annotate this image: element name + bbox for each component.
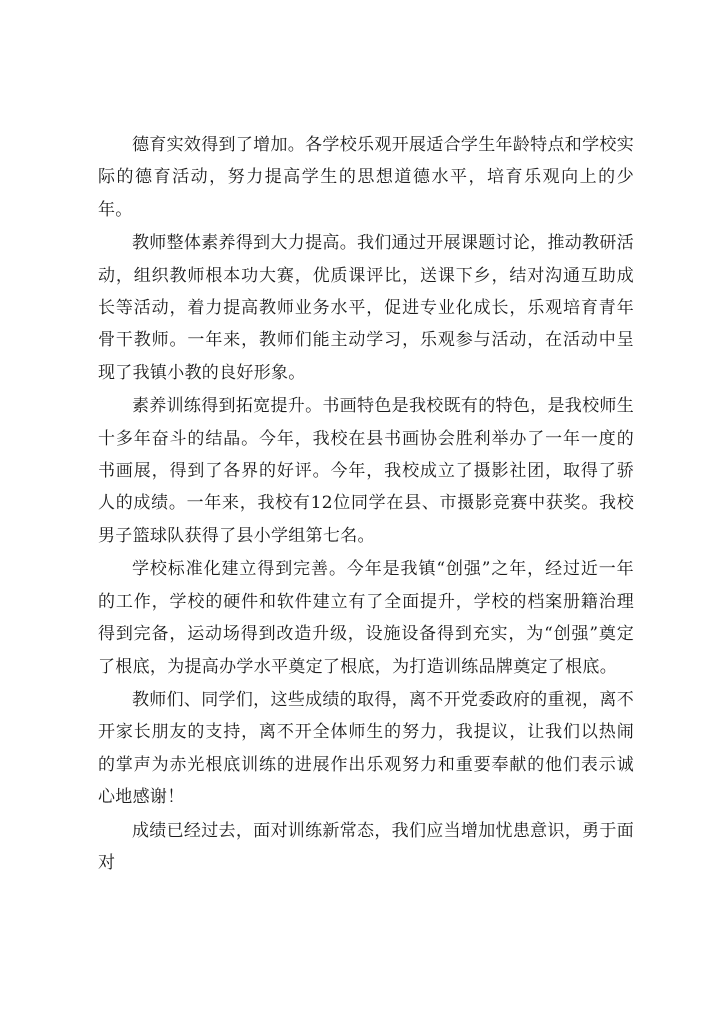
- document-body: [98, 129, 634, 880]
- paragraph-acknowledgement: 教师们、同学们，这些成绩的取得，离不开党委政府的重视，离不开家长朋友的支持，离不开全体师生的努力，我提议，让我们以热闹的掌声为赤光根底训练的进展作出乐观努力和重要奉献的他们表示诚心地感谢！: [98, 689, 634, 808]
- paragraph-school-standardization: 学校标准化建立得到完善。今年是我镇“创强”之年，经过近一年的工作，学校的硬件和软件建立有了全面提升，学校的档案册籍治理得到完备，运动场得到改造升级，设施设备得到充实，为“创强”奠定了根底，为提高办学水平奠定了根底，为打造训练品牌奠定了根底。: [98, 559, 634, 677]
- paragraph-moral-education: 德育实效得到了增加。各学校乐观开展适合学生年龄特点和学校实际的德育活动，努力提高学生的思想道德水平，培育乐观向上的少年。: [98, 135, 634, 220]
- paragraph-teacher-quality: 教师整体素养得到大力提高。我们通过开展课题讨论，推动教研活动，组织教师根本功大赛，优质课评比，送课下乡，结对沟通互助成长等活动，着力提高教师业务水平，促进专业化成长，乐观培育青年骨干教师。一年来，教师们能主动学习，乐观参与活动，在活动中呈现了我镇小教的良好形象。: [98, 233, 634, 383]
- paragraph-looking-forward: 成绩已经过去，面对训练新常态，我们应当增加忧患意识，勇于面对: [98, 820, 634, 873]
- paragraph-quality-training: 素养训练得到拓宽提升。书画特色是我校既有的特色，是我校师生十多年奋斗的结晶。今年，我校在县书画协会胜利举办了一年一度的书画展，得到了各界的好评。今年，我校成立了摄影社团，取得了骄人的成绩。一年来，我校有12位同学在县、市摄影竞赛中获奖。我校男子篮球队获得了县小学组第七名。: [98, 396, 634, 546]
